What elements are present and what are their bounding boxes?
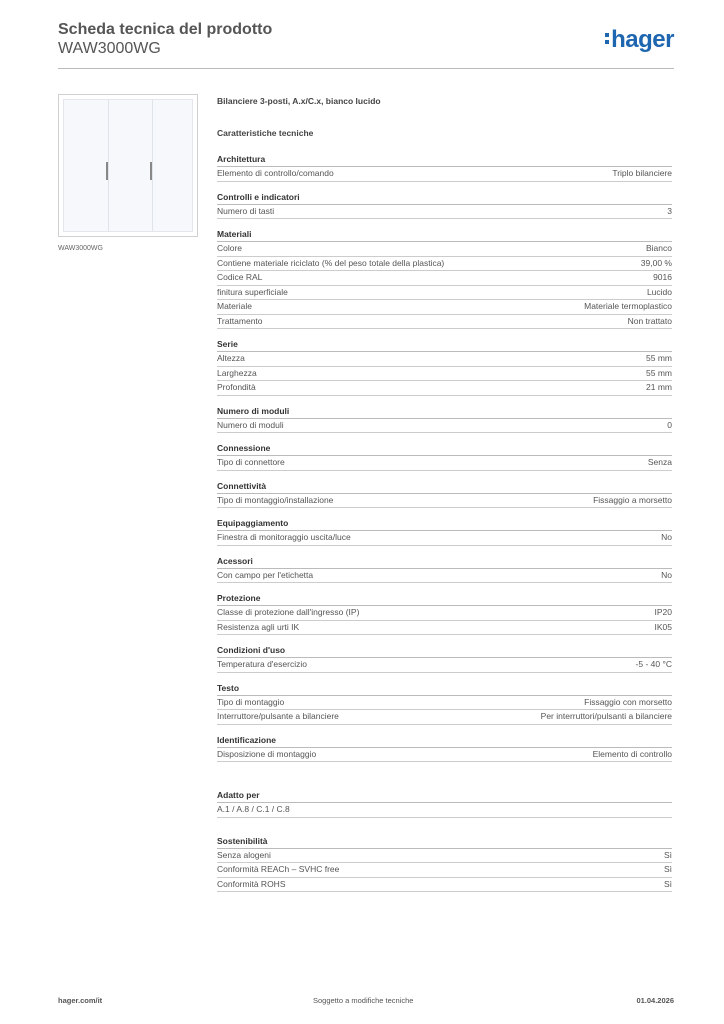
product-image (58, 94, 198, 237)
spec-row (217, 167, 672, 182)
spec-value: Non trattato (627, 315, 672, 326)
spec-value: Sì (663, 849, 672, 860)
spec-section (217, 644, 672, 673)
spec-value: -5 - 40 °C (635, 659, 672, 669)
spec-row (217, 352, 672, 367)
section-title: Materiali (217, 228, 672, 242)
section-title: Protezione (217, 592, 672, 606)
spec-row (217, 748, 672, 763)
section-title: Adatto per (217, 789, 672, 803)
spec-value: 0 (667, 419, 672, 430)
spec-value: 9016 (653, 272, 672, 282)
spec-section (217, 153, 672, 182)
spec-row (217, 621, 672, 636)
spec-value: IP20 (654, 607, 672, 617)
spec-label: Finestra di monitoraggio uscita/luce (217, 532, 351, 542)
spec-label: Senza alogeni (217, 849, 271, 860)
section-title: Numero di moduli (217, 405, 672, 419)
spec-row (217, 205, 672, 220)
spec-row (217, 315, 672, 330)
spec-section (217, 734, 672, 763)
spec-row (217, 710, 672, 725)
spec-label: A.1 / A.8 / C.1 / C.8 (217, 804, 290, 814)
spec-label: Con campo per l'etichetta (217, 569, 314, 580)
spec-label: Materiale (217, 301, 252, 311)
spec-value: Senza (647, 457, 672, 467)
footer-date: 01.04.2026 (636, 996, 674, 1005)
spec-label: Profondità (217, 382, 256, 392)
spec-value: IK05 (654, 621, 672, 632)
spec-label: Codice RAL (217, 272, 263, 282)
spec-row (217, 381, 672, 396)
header-divider (58, 68, 674, 69)
spec-value: Per interruttori/pulsanti a bilanciere (540, 711, 672, 721)
spec-heading: Caratteristiche tecniche (217, 128, 314, 138)
section-title: Equipaggiamento (217, 517, 672, 531)
spec-value: Sì (663, 878, 672, 889)
spec-section (217, 682, 672, 725)
spec-value: Elemento di controllo (592, 748, 672, 759)
spec-section (217, 405, 672, 434)
spec-label: finitura superficiale (217, 286, 288, 297)
spec-row (217, 863, 672, 878)
spec-section (217, 480, 672, 509)
product-description: Bilanciere 3-posti, A.x/C.x, bianco lucido (217, 96, 381, 106)
spec-row (217, 419, 672, 434)
section-title: Serie (217, 338, 672, 352)
section-title: Architettura (217, 153, 672, 167)
spec-label: Conformità REACh – SVHC free (217, 864, 340, 874)
spec-section (217, 517, 672, 546)
footer-website-link[interactable]: hager.com/it (58, 996, 103, 1005)
spec-label: Conformità ROHS (217, 878, 286, 889)
spec-label: Tipo di connettore (217, 457, 285, 467)
page-title: Scheda tecnica del prodotto (58, 21, 273, 38)
spec-row (217, 531, 672, 546)
spec-label: Disposizione di montaggio (217, 748, 317, 759)
spec-row (217, 456, 672, 471)
spec-label: Altezza (217, 353, 245, 363)
spec-section (217, 592, 672, 635)
spec-sections (217, 153, 672, 762)
spec-value: Fissaggio con morsetto (584, 696, 672, 707)
spec-label: Interruttore/pulsante a bilanciere (217, 711, 339, 721)
logo-text: hager (611, 26, 674, 53)
spec-value: 55 mm (646, 367, 672, 378)
spec-row (217, 257, 672, 272)
spec-section (217, 442, 672, 471)
spec-row (217, 271, 672, 286)
spec-value: Sì (663, 864, 672, 874)
spec-row (217, 569, 672, 584)
section-title: Connettività (217, 480, 672, 494)
image-caption: WAW3000WG (58, 245, 103, 252)
spec-label: Numero di moduli (217, 419, 284, 430)
spec-label: Colore (217, 243, 243, 253)
spec-value: 3 (667, 205, 672, 216)
suitable-for-section (217, 789, 672, 818)
spec-label: Temperatura d'esercizio (217, 659, 307, 669)
spec-section (217, 228, 672, 329)
hager-logo (605, 26, 674, 54)
spec-label: Tipo di montaggio (217, 696, 285, 707)
spec-label: Contiene materiale riciclato (% del peso totale della plastica) (217, 257, 445, 268)
spec-row (217, 878, 672, 893)
spec-value: Fissaggio a morsetto (593, 494, 672, 505)
section-title: Controlli e indicatori (217, 191, 672, 205)
spec-value: Triplo bilanciere (612, 168, 672, 178)
spec-section (217, 191, 672, 220)
spec-label: Numero di tasti (217, 205, 275, 216)
page-header (58, 20, 674, 58)
spec-row (217, 606, 672, 621)
section-title: Connessione (217, 442, 672, 456)
spec-label: Classe di protezione dall'ingresso (IP) (217, 607, 360, 617)
spec-row (217, 803, 672, 818)
spec-label: Larghezza (217, 367, 257, 378)
product-code: WAW3000WG (58, 40, 161, 57)
spec-value: Lucido (646, 286, 672, 297)
sustainability-section (217, 835, 672, 893)
spec-row (217, 494, 672, 509)
section-title: Condizioni d'uso (217, 644, 672, 658)
section-title: Identificazione (217, 734, 672, 748)
spec-section (217, 555, 672, 584)
spec-value: 39,00 % (640, 257, 672, 268)
spec-value: 21 mm (646, 382, 672, 392)
spec-label: Trattamento (217, 315, 263, 326)
spec-row (217, 300, 672, 315)
spec-content (217, 96, 672, 901)
section-title: Testo (217, 682, 672, 696)
spec-row (217, 658, 672, 673)
section-title: Acessori (217, 555, 672, 569)
spec-value: No (661, 569, 672, 580)
spec-value: Bianco (646, 243, 672, 253)
spec-value: Materiale termoplastico (584, 301, 672, 311)
spec-row (217, 849, 672, 864)
footer-note: Soggetto a modifiche tecniche (313, 996, 414, 1005)
spec-label: Resistenza agli urti IK (217, 621, 300, 632)
spec-value: 55 mm (646, 353, 672, 363)
spec-row (217, 286, 672, 301)
spec-value: No (661, 532, 672, 542)
spec-row (217, 242, 672, 257)
spec-row (217, 696, 672, 711)
spec-label: Elemento di controllo/comando (217, 168, 334, 178)
logo-dots-icon (605, 33, 609, 47)
spec-label: Tipo di montaggio/installazione (217, 494, 334, 505)
section-title: Sostenibilità (217, 835, 672, 849)
spec-section (217, 338, 672, 396)
spec-row (217, 367, 672, 382)
